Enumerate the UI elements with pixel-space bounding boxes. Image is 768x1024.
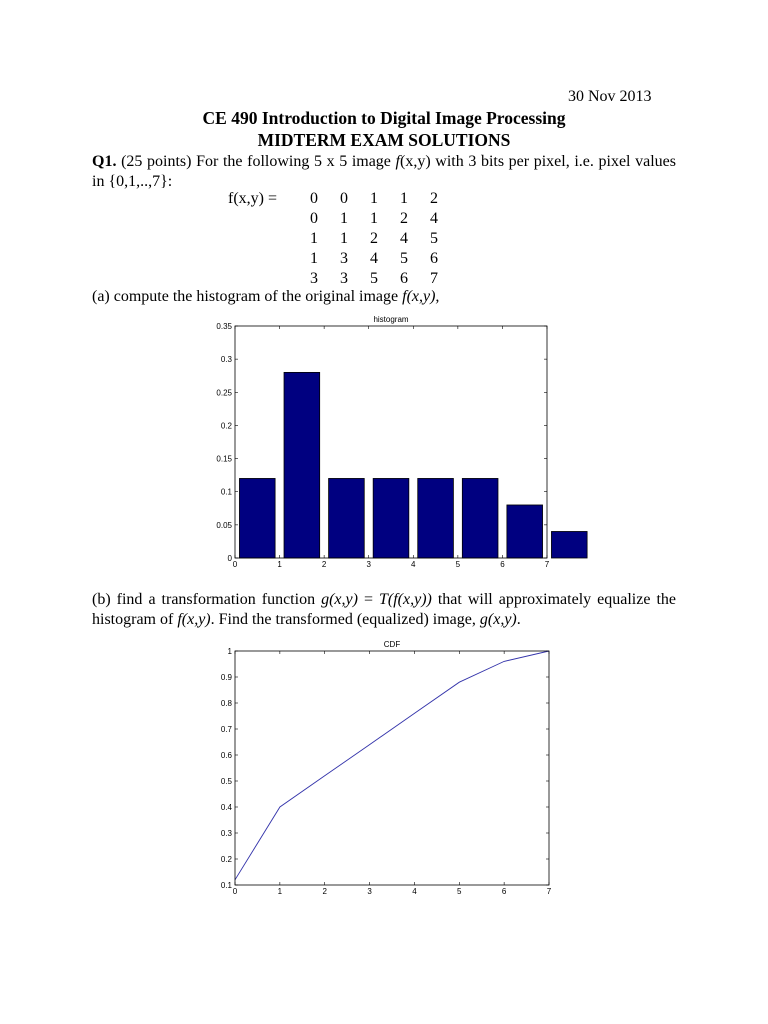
y-tick-label: 1 xyxy=(227,647,232,656)
y-tick-label: 0.35 xyxy=(216,322,232,331)
part-b-g: g(x,y) xyxy=(321,591,358,608)
exam-date: 30 Nov 2013 xyxy=(568,88,652,105)
matrix-cell: 1 xyxy=(400,190,408,207)
x-tick-label: 0 xyxy=(232,887,238,896)
question-func: f xyxy=(395,153,400,170)
x-tick-label: 6 xyxy=(501,887,507,896)
x-tick-label: 2 xyxy=(322,887,327,896)
part-b-eq: = xyxy=(357,591,379,608)
course-title: CE 490 Introduction to Digital Image Processing xyxy=(202,108,566,128)
histogram-bar xyxy=(507,505,543,558)
part-a-text xyxy=(92,288,439,306)
histogram-bar xyxy=(239,478,275,558)
matrix-cell: 1 xyxy=(340,210,348,227)
y-tick-label: 0.3 xyxy=(220,829,232,838)
y-tick-label: 0.15 xyxy=(216,454,232,464)
y-tick-label: 0.2 xyxy=(220,421,232,431)
question-text-2: with 3 bits per pixel, i.e. pixel values in {0,1,..,7}: xyxy=(92,153,676,190)
question-points: (25 points) xyxy=(121,153,192,170)
x-tick-label: 5 xyxy=(457,887,462,896)
y-tick-label: 0.9 xyxy=(220,673,232,682)
part-b-T: T(f(x,y)) xyxy=(378,591,432,608)
question-1-text xyxy=(92,152,676,192)
x-tick-label: 0 xyxy=(232,560,238,569)
y-tick-label: 0.05 xyxy=(216,520,232,530)
matrix-cell: 4 xyxy=(370,250,378,267)
y-tick-label: 0.25 xyxy=(216,388,232,398)
matrix-cell: 5 xyxy=(430,230,438,247)
histogram-bar xyxy=(462,478,498,558)
y-tick-label: 0.3 xyxy=(220,355,232,365)
matrix-cell: 1 xyxy=(310,230,318,247)
y-tick-label: 0.7 xyxy=(220,725,232,734)
matrix-cell: 2 xyxy=(430,190,438,207)
part-b-text-3: . Find the transformed (equalized) image, xyxy=(210,611,480,628)
matrix-cell: 4 xyxy=(400,230,408,247)
matrix-cell: 3 xyxy=(310,270,318,287)
matrix-cell: 5 xyxy=(370,270,378,287)
plot-area xyxy=(235,326,547,558)
histogram-bar xyxy=(284,372,320,558)
y-tick-label: 0.8 xyxy=(220,699,232,708)
x-tick-label: 4 xyxy=(411,560,416,569)
matrix-cell: 3 xyxy=(340,270,348,287)
histogram-bar xyxy=(418,478,454,558)
x-tick-label: 7 xyxy=(544,560,550,569)
y-tick-label: 0.6 xyxy=(220,751,232,760)
part-a-func: f(x,y), xyxy=(402,288,440,305)
histogram-bar xyxy=(373,478,409,558)
matrix-cell: 6 xyxy=(400,270,408,287)
question-number: Q1. xyxy=(92,153,117,170)
matrix-cell: 4 xyxy=(430,210,438,227)
matrix-cell: 2 xyxy=(400,210,408,227)
x-tick-label: 6 xyxy=(500,560,505,569)
x-tick-label: 3 xyxy=(367,887,372,896)
part-a-label: (a) compute the histogram of the original image xyxy=(92,288,403,305)
question-args: (x,y) xyxy=(399,153,431,170)
x-tick-label: 3 xyxy=(366,560,371,569)
matrix-cell: 1 xyxy=(370,210,378,227)
y-tick-label: 0.4 xyxy=(220,803,232,812)
plot-area xyxy=(235,651,549,885)
part-b-text-1: (b) find a transformation function xyxy=(92,591,322,608)
plot-frame xyxy=(235,651,549,885)
x-tick-label: 1 xyxy=(277,560,282,569)
x-tick-label: 2 xyxy=(321,560,327,569)
y-tick-label: 0 xyxy=(227,554,232,563)
matrix-cell: 7 xyxy=(430,270,438,287)
y-tick-label: 0.1 xyxy=(220,487,232,497)
part-b-g2: g(x,y) xyxy=(479,611,517,628)
question-text-1: For the following 5 x 5 image xyxy=(191,153,396,170)
cdf-line xyxy=(235,651,549,880)
part-b-end: . xyxy=(516,611,521,628)
part-b-f: f(x,y) xyxy=(177,611,211,628)
chart-title: histogram xyxy=(373,315,409,324)
part-b-text-2: that will approximately equalize the histogram of xyxy=(92,591,677,628)
histogram-bar xyxy=(551,531,587,558)
matrix-cell: 6 xyxy=(430,250,438,267)
y-tick-label: 0.2 xyxy=(220,855,232,864)
y-tick-label: 0.1 xyxy=(220,881,232,890)
matrix-cell: 0 xyxy=(310,190,318,207)
matrix-cell: 3 xyxy=(340,250,348,267)
x-tick-label: 4 xyxy=(412,887,417,896)
plot-frame xyxy=(235,326,547,558)
histogram-bar xyxy=(329,478,365,558)
matrix-cell: 5 xyxy=(400,250,408,267)
matrix-cell: 0 xyxy=(340,190,348,207)
matrix-cell: 1 xyxy=(340,230,348,247)
matrix-cell: 1 xyxy=(310,250,318,267)
matrix-cell: 1 xyxy=(370,190,378,207)
matrix-cell: 0 xyxy=(310,210,318,227)
matrix-cell: 2 xyxy=(370,230,378,247)
x-tick-label: 7 xyxy=(546,887,552,896)
part-b-text xyxy=(92,590,676,630)
exam-title: MIDTERM EXAM SOLUTIONS xyxy=(257,130,511,150)
x-tick-label: 5 xyxy=(455,560,461,569)
chart-title: CDF xyxy=(383,640,401,649)
y-tick-label: 0.5 xyxy=(220,777,232,786)
x-tick-label: 1 xyxy=(277,887,283,896)
matrix-label: f(x,y) = xyxy=(228,190,278,207)
